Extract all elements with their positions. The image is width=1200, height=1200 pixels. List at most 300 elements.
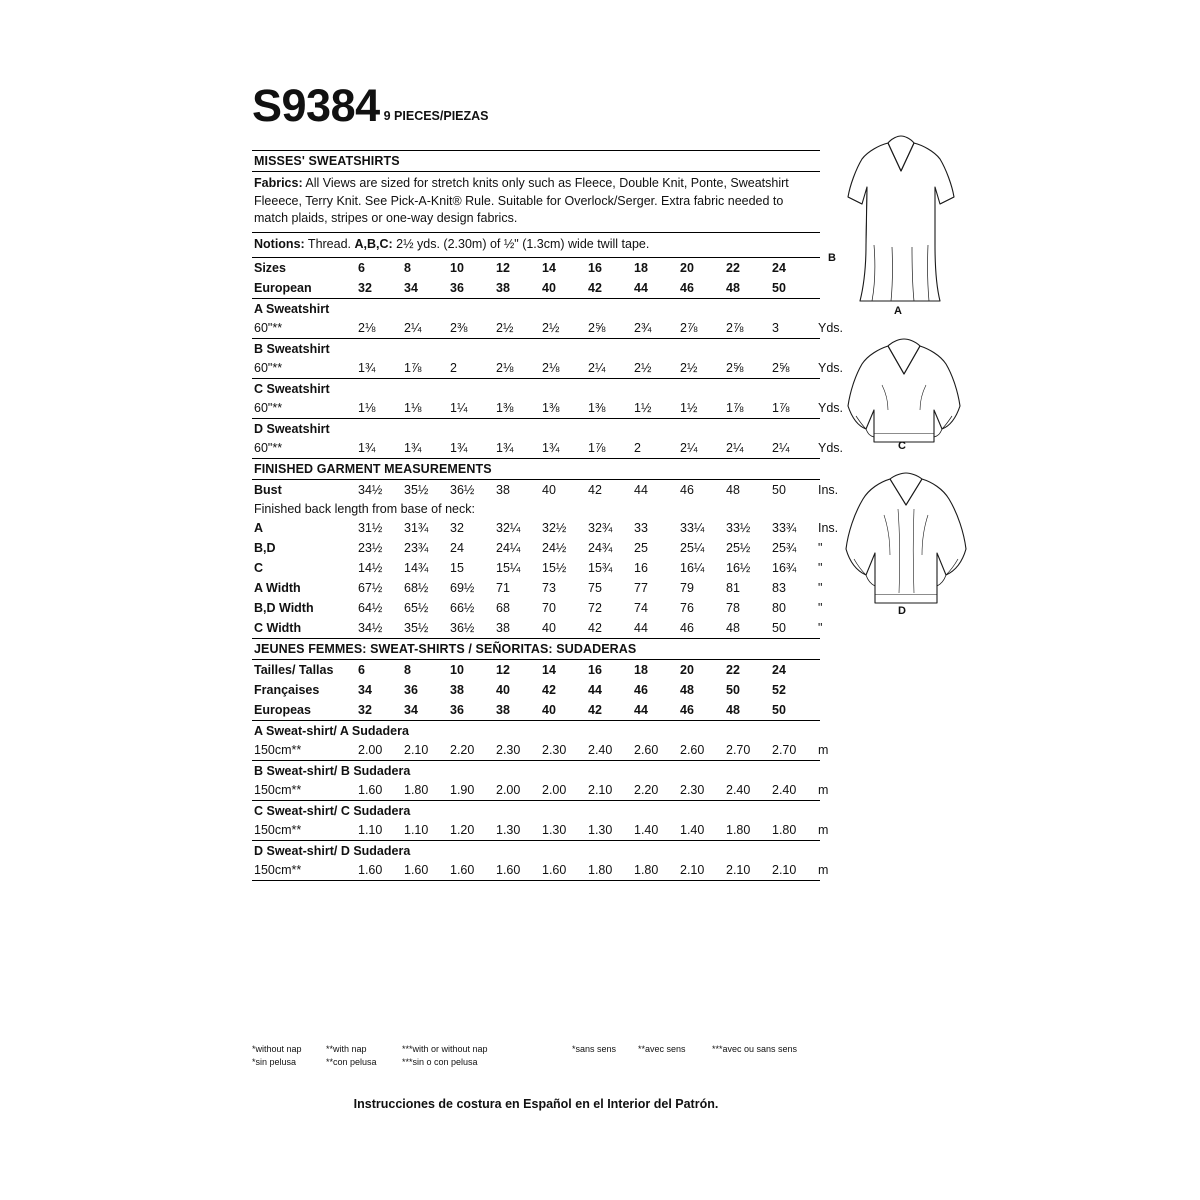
yardage-cell: 2¼ — [680, 441, 698, 455]
row-label: A Width — [254, 581, 301, 595]
unit-label: m — [818, 783, 829, 797]
page-title: MISSES' SWEATSHIRTS — [254, 154, 400, 168]
footnote-with-or-without-nap: ***with or without nap — [402, 1044, 488, 1054]
size-cell: 16 — [588, 261, 602, 275]
yardage-cell: 1¾ — [450, 441, 468, 455]
unit-label: Yds. — [818, 321, 844, 335]
measure-cell: 40 — [542, 621, 556, 635]
finished-row-a-width — [252, 578, 823, 598]
yardage-cell: 1¼ — [450, 401, 468, 415]
measure-cell: 34½ — [358, 621, 383, 635]
tunic-sketch — [836, 125, 976, 310]
measure-cell: 77 — [634, 581, 648, 595]
measure-cell: 66½ — [450, 601, 475, 615]
measure-cell: 14½ — [358, 561, 383, 575]
measure-cell: 15¼ — [496, 561, 521, 575]
measure-cell: 24½ — [542, 541, 567, 555]
metric-cell: 1.80 — [634, 863, 659, 877]
european-label: European — [254, 281, 312, 295]
metric-cell: 2.20 — [634, 783, 659, 797]
metric-cell: 2.60 — [680, 743, 705, 757]
measure-cell: 79 — [680, 581, 694, 595]
yardage-heading-a: A Sweatshirt — [254, 302, 330, 316]
metric-heading-a: A Sweat-shirt/ A Sudadera — [254, 724, 409, 738]
size-cell: 38 — [496, 281, 510, 295]
measure-cell: 36½ — [450, 621, 475, 635]
measure-cell: 81 — [726, 581, 740, 595]
yardage-cell: 1⅞ — [772, 401, 790, 415]
measure-cell: 32¼ — [496, 521, 521, 535]
yardage-cell: 2¾ — [634, 321, 652, 335]
bust-cell: 46 — [680, 483, 694, 497]
yardage-row-b — [252, 358, 844, 378]
unit-label: m — [818, 823, 829, 837]
row-label: B,D Width — [254, 601, 314, 615]
fabric-width-label: 60"** — [254, 441, 283, 455]
yardage-cell: 2⅞ — [680, 321, 698, 335]
measure-cell: 25¾ — [772, 541, 797, 555]
finished-row-a — [252, 518, 839, 538]
metric-cell: 2.00 — [542, 783, 567, 797]
bust-cell: 42 — [588, 483, 602, 497]
illo-label-a: A — [894, 305, 902, 317]
unit-label: " — [818, 561, 823, 575]
metric-cell: 2.40 — [772, 783, 797, 797]
measure-cell: 31¾ — [404, 521, 429, 535]
measure-cell: 44 — [634, 621, 648, 635]
notions-label: Notions: — [254, 236, 305, 251]
size-cell: 34 — [358, 683, 372, 697]
fabric-width-label: 150cm** — [254, 783, 302, 797]
measure-cell: 38 — [496, 621, 510, 635]
measure-cell: 24¾ — [588, 541, 613, 555]
metric-row-d — [252, 860, 829, 880]
yardage-cell: 1¾ — [542, 441, 560, 455]
measure-cell: 32¾ — [588, 521, 613, 535]
measure-cell: 71 — [496, 581, 510, 595]
size-cell: 46 — [680, 281, 694, 295]
yardage-cell: 1¾ — [404, 441, 422, 455]
footnote-avec-ou-sans-sens: ***avec ou sans sens — [712, 1044, 798, 1054]
size-cell: 16 — [588, 663, 602, 677]
size-cell: 18 — [634, 663, 648, 677]
unit-label: " — [818, 621, 823, 635]
size-cell: 48 — [680, 683, 694, 697]
back-length-note: Finished back length from base of neck: — [254, 502, 475, 516]
measure-cell: 25 — [634, 541, 648, 555]
measure-cell: 16¾ — [772, 561, 797, 575]
footnote-without-nap: *without nap — [252, 1044, 302, 1054]
metric-row-c — [252, 820, 829, 840]
unit-label: Yds. — [818, 401, 844, 415]
row-label: A — [254, 521, 264, 535]
measure-cell: 48 — [726, 621, 740, 635]
metric-cell: 1.60 — [450, 863, 475, 877]
fabrics-text: All Views are sized for stretch knits only such as Fleece, Double Knit, Ponte, Sweatshirt Fleeece, Terry Knit. See Pick-A-Knit® Rule. Suitable for Overlock/Serger. Extra fabric needed to match plaids, stripes or one-way design fabrics. — [254, 176, 789, 225]
metric-cell: 2.10 — [680, 863, 705, 877]
measure-cell: 24 — [450, 541, 464, 555]
yardage-cell: 2 — [450, 361, 457, 375]
measure-cell: 25½ — [726, 541, 751, 555]
metric-cell: 1.80 — [404, 783, 429, 797]
francaises-row — [252, 680, 820, 700]
metric-cell: 2.20 — [450, 743, 475, 757]
fabrics-paragraph — [252, 172, 820, 232]
metric-cell: 1.30 — [542, 823, 567, 837]
measure-cell: 16½ — [726, 561, 751, 575]
yardage-cell: 2⅞ — [726, 321, 744, 335]
size-cell: 10 — [450, 261, 464, 275]
sizes-label: Sizes — [254, 261, 286, 275]
measure-cell: 33½ — [726, 521, 751, 535]
metric-cell: 1.40 — [680, 823, 705, 837]
metric-heading-b: B Sweat-shirt/ B Sudadera — [254, 764, 411, 778]
yardage-cell: 2⅛ — [542, 361, 560, 375]
measure-cell: 33¾ — [772, 521, 797, 535]
yardage-cell: 2⅝ — [726, 361, 744, 375]
metric-cell: 1.20 — [450, 823, 475, 837]
footnote-row-2 — [252, 1056, 820, 1069]
metric-cell: 1.10 — [358, 823, 383, 837]
size-cell: 10 — [450, 663, 464, 677]
size-cell: 22 — [726, 261, 740, 275]
measure-cell: 78 — [726, 601, 740, 615]
bust-cell: 40 — [542, 483, 556, 497]
size-cell: 22 — [726, 663, 740, 677]
yardage-cell: 2¼ — [588, 361, 606, 375]
measure-cell: 15¾ — [588, 561, 613, 575]
fabrics-label: Fabrics: — [254, 176, 303, 190]
footnote-sin-o-con-pelusa: ***sin o con pelusa — [402, 1057, 478, 1067]
measure-cell: 46 — [680, 621, 694, 635]
notions-paragraph — [252, 233, 820, 258]
yardage-cell: 2¼ — [772, 441, 790, 455]
measure-cell: 64½ — [358, 601, 383, 615]
row-label: C Width — [254, 621, 302, 635]
fabric-width-label: 60"** — [254, 361, 283, 375]
yardage-cell: 1½ — [680, 401, 698, 415]
size-cell: 38 — [496, 703, 510, 717]
intl-title: JEUNES FEMMES: SWEAT-SHIRTS / SEÑORITAS: SUDADERAS — [254, 642, 637, 656]
row-label: C — [254, 561, 264, 575]
size-cell: 36 — [450, 703, 464, 717]
unit-label: Yds. — [818, 361, 844, 375]
pattern-number: S9384 — [252, 80, 380, 131]
footnote-avec-sens: **avec sens — [638, 1044, 686, 1054]
yardage-row-d — [252, 438, 844, 458]
blouson-sketch — [838, 465, 978, 625]
metric-cell: 1.60 — [358, 783, 383, 797]
measure-cell: 15 — [450, 561, 464, 575]
finished-row-c-width — [252, 618, 823, 638]
yardage-cell: 1⅞ — [588, 441, 606, 455]
unit-label: m — [818, 863, 829, 877]
yardage-cell: 1⅜ — [588, 401, 606, 415]
divider — [252, 880, 820, 881]
size-cell: 8 — [404, 261, 411, 275]
yardage-cell: 1⅛ — [358, 401, 376, 415]
metric-cell: 2.30 — [680, 783, 705, 797]
yardage-cell: 2½ — [496, 321, 514, 335]
tailles-row — [252, 660, 820, 680]
metric-cell: 1.80 — [588, 863, 613, 877]
measure-cell: 50 — [772, 621, 786, 635]
footnote-with-nap: **with nap — [326, 1044, 367, 1054]
footnote-en — [252, 1043, 572, 1056]
size-cell: 50 — [772, 703, 786, 717]
size-cell: 32 — [358, 281, 372, 295]
size-cell: 46 — [634, 683, 648, 697]
measure-cell: 32 — [450, 521, 464, 535]
yardage-cell: 2½ — [634, 361, 652, 375]
size-cell: 50 — [772, 281, 786, 295]
metric-cell: 1.10 — [404, 823, 429, 837]
size-cell: 42 — [588, 703, 602, 717]
sizes-row — [252, 258, 820, 278]
metric-cell: 2.00 — [358, 743, 383, 757]
metric-cell: 1.30 — [588, 823, 613, 837]
metric-row-a — [252, 740, 829, 760]
bust-cell: 50 — [772, 483, 786, 497]
illo-label-c: C — [898, 440, 906, 452]
illustration-c — [838, 330, 978, 475]
metric-cell: 2.30 — [496, 743, 521, 757]
yardage-row-a — [252, 318, 844, 338]
bust-cell: 38 — [496, 483, 510, 497]
measure-cell: 76 — [680, 601, 694, 615]
footnote-es — [252, 1056, 572, 1069]
size-cell: 24 — [772, 261, 786, 275]
fabric-width-label: 60"** — [254, 401, 283, 415]
footnote-sans-sens: *sans sens — [572, 1044, 617, 1054]
bust-row — [252, 480, 839, 500]
size-cell: 18 — [634, 261, 648, 275]
measure-cell: 24¼ — [496, 541, 521, 555]
measure-cell: 68 — [496, 601, 510, 615]
metric-cell: 1.60 — [542, 863, 567, 877]
yardage-cell: 2½ — [680, 361, 698, 375]
notions-views: A,B,C: — [354, 236, 393, 251]
unit-label: m — [818, 743, 829, 757]
measure-cell: 16¼ — [680, 561, 705, 575]
metric-cell: 1.80 — [772, 823, 797, 837]
metric-cell: 2.70 — [772, 743, 797, 757]
size-cell: 20 — [680, 261, 694, 275]
size-cell: 52 — [772, 683, 786, 697]
unit-label: " — [818, 601, 823, 615]
metric-cell: 2.40 — [588, 743, 613, 757]
yardage-cell: 2⅛ — [496, 361, 514, 375]
european-row — [252, 278, 820, 298]
illo-label-d: D — [898, 605, 906, 617]
size-cell: 12 — [496, 663, 510, 677]
measure-cell: 14¾ — [404, 561, 429, 575]
measure-cell: 23½ — [358, 541, 383, 555]
bust-cell: 48 — [726, 483, 740, 497]
fabric-width-label: 150cm** — [254, 743, 302, 757]
size-cell: 14 — [542, 261, 556, 275]
yardage-cell: 1⅜ — [542, 401, 560, 415]
size-cell: 6 — [358, 261, 365, 275]
measure-cell: 70 — [542, 601, 556, 615]
finished-measurements-title: FINISHED GARMENT MEASUREMENTS — [254, 462, 492, 476]
measure-cell: 42 — [588, 621, 602, 635]
yardage-cell: 2⅛ — [358, 321, 376, 335]
bust-cell: 35½ — [404, 483, 429, 497]
size-cell: 42 — [542, 683, 556, 697]
measure-cell: 80 — [772, 601, 786, 615]
fabric-width-label: 150cm** — [254, 823, 302, 837]
yardage-heading-d: D Sweatshirt — [254, 422, 330, 436]
unit-label: Yds. — [818, 441, 844, 455]
yardage-cell: 1¾ — [496, 441, 514, 455]
yardage-cell: 2⅝ — [772, 361, 790, 375]
metric-cell: 1.80 — [726, 823, 751, 837]
pieces-count: 9 PIECES/PIEZAS — [383, 109, 489, 123]
cropped-sweatshirt-sketch — [838, 330, 978, 470]
yardage-cell: 2¼ — [726, 441, 744, 455]
francaises-label: Françaises — [254, 683, 320, 697]
yardage-cell: 1¾ — [358, 361, 376, 375]
size-cell: 8 — [404, 663, 411, 677]
measure-cell: 69½ — [450, 581, 475, 595]
header — [252, 82, 852, 138]
metric-heading-c: C Sweat-shirt/ C Sudadera — [254, 804, 411, 818]
metric-cell: 1.90 — [450, 783, 475, 797]
bust-cell: 44 — [634, 483, 648, 497]
metric-row-b — [252, 780, 829, 800]
size-cell: 24 — [772, 663, 786, 677]
tailles-label: Tailles/ Tallas — [254, 663, 334, 677]
illustration-d — [838, 465, 978, 630]
size-cell: 14 — [542, 663, 556, 677]
size-cell: 48 — [726, 703, 740, 717]
bust-cell: 36½ — [450, 483, 475, 497]
metric-cell: 1.60 — [404, 863, 429, 877]
measure-cell: 74 — [634, 601, 648, 615]
size-cell: 42 — [588, 281, 602, 295]
europeas-label: Europeas — [254, 703, 311, 717]
notions-text-2: 2½ yds. (2.30m) of ½" (1.3cm) wide twill tape. — [392, 236, 650, 251]
finished-row-bd-width — [252, 598, 823, 618]
footnote-row-1 — [252, 1043, 820, 1056]
bust-cell: 34½ — [358, 483, 383, 497]
fabric-width-label: 150cm** — [254, 863, 302, 877]
size-cell: 46 — [680, 703, 694, 717]
unit-label: Ins. — [818, 521, 839, 535]
yardage-cell: 1⅜ — [496, 401, 514, 415]
size-cell: 20 — [680, 663, 694, 677]
size-cell: 44 — [634, 281, 648, 295]
size-cell: 32 — [358, 703, 372, 717]
unit-label: Ins. — [818, 483, 839, 497]
yardage-cell: 1⅛ — [404, 401, 422, 415]
finished-row-c — [252, 558, 823, 578]
yardage-heading-c: C Sweatshirt — [254, 382, 330, 396]
yardage-cell: 3 — [772, 321, 779, 335]
measure-cell: 16 — [634, 561, 648, 575]
size-cell: 44 — [634, 703, 648, 717]
size-cell: 40 — [542, 281, 556, 295]
size-cell: 34 — [404, 281, 418, 295]
measure-cell: 33 — [634, 521, 648, 535]
yardage-cell: 1⅞ — [404, 361, 422, 375]
measure-cell: 25¼ — [680, 541, 705, 555]
yardage-cell: 1¾ — [358, 441, 376, 455]
measure-cell: 23¾ — [404, 541, 429, 555]
row-label: B,D — [254, 541, 276, 555]
measure-cell: 68½ — [404, 581, 429, 595]
size-cell: 50 — [726, 683, 740, 697]
yardage-heading-b: B Sweatshirt — [254, 342, 330, 356]
metric-cell: 2.60 — [634, 743, 659, 757]
metric-heading-d: D Sweat-shirt/ D Sudadera — [254, 844, 411, 858]
size-cell: 34 — [404, 703, 418, 717]
bust-label: Bust — [254, 483, 282, 497]
metric-cell: 2.10 — [404, 743, 429, 757]
measure-cell: 33¼ — [680, 521, 705, 535]
measure-cell: 75 — [588, 581, 602, 595]
metric-cell: 1.60 — [496, 863, 521, 877]
yardage-row-c — [252, 398, 844, 418]
metric-cell: 1.30 — [496, 823, 521, 837]
size-cell: 40 — [542, 703, 556, 717]
spanish-instructions-note: Instrucciones de costura en Español en el Interior del Patrón. — [353, 1097, 719, 1111]
measure-cell: 83 — [772, 581, 786, 595]
size-cell: 40 — [496, 683, 510, 697]
size-cell: 6 — [358, 663, 365, 677]
fabric-width-label: 60"** — [254, 321, 283, 335]
yardage-cell: 2⅜ — [450, 321, 468, 335]
info-sheet — [252, 150, 844, 881]
measure-cell: 73 — [542, 581, 556, 595]
footnote-fr — [572, 1043, 797, 1056]
yardage-cell: 2⅝ — [588, 321, 606, 335]
metric-cell: 2.10 — [726, 863, 751, 877]
yardage-cell: 2½ — [542, 321, 560, 335]
size-cell: 36 — [404, 683, 418, 697]
unit-label: " — [818, 541, 823, 555]
metric-cell: 1.60 — [358, 863, 383, 877]
yardage-cell: 1⅞ — [726, 401, 744, 415]
size-cell: 36 — [450, 281, 464, 295]
metric-cell: 2.30 — [542, 743, 567, 757]
unit-label: " — [818, 581, 823, 595]
footnote-sin-pelusa: *sin pelusa — [252, 1057, 297, 1067]
illo-label-b: B — [828, 252, 836, 264]
metric-cell: 2.00 — [496, 783, 521, 797]
footnote-con-pelusa: **con pelusa — [326, 1057, 377, 1067]
measure-cell: 72 — [588, 601, 602, 615]
measure-cell: 65½ — [404, 601, 429, 615]
metric-cell: 2.40 — [726, 783, 751, 797]
metric-cell: 1.40 — [634, 823, 659, 837]
footnotes — [252, 1043, 820, 1069]
size-cell: 44 — [588, 683, 602, 697]
illustration-a-b — [828, 125, 976, 317]
size-cell: 38 — [450, 683, 464, 697]
metric-cell: 2.70 — [726, 743, 751, 757]
yardage-cell: 2 — [634, 441, 641, 455]
measure-cell: 35½ — [404, 621, 429, 635]
measure-cell: 31½ — [358, 521, 383, 535]
europeas-row — [252, 700, 820, 720]
measure-cell: 32½ — [542, 521, 567, 535]
garment-illustrations — [826, 125, 986, 645]
yardage-cell: 2¼ — [404, 321, 422, 335]
measure-cell: 67½ — [358, 581, 383, 595]
yardage-cell: 1½ — [634, 401, 652, 415]
